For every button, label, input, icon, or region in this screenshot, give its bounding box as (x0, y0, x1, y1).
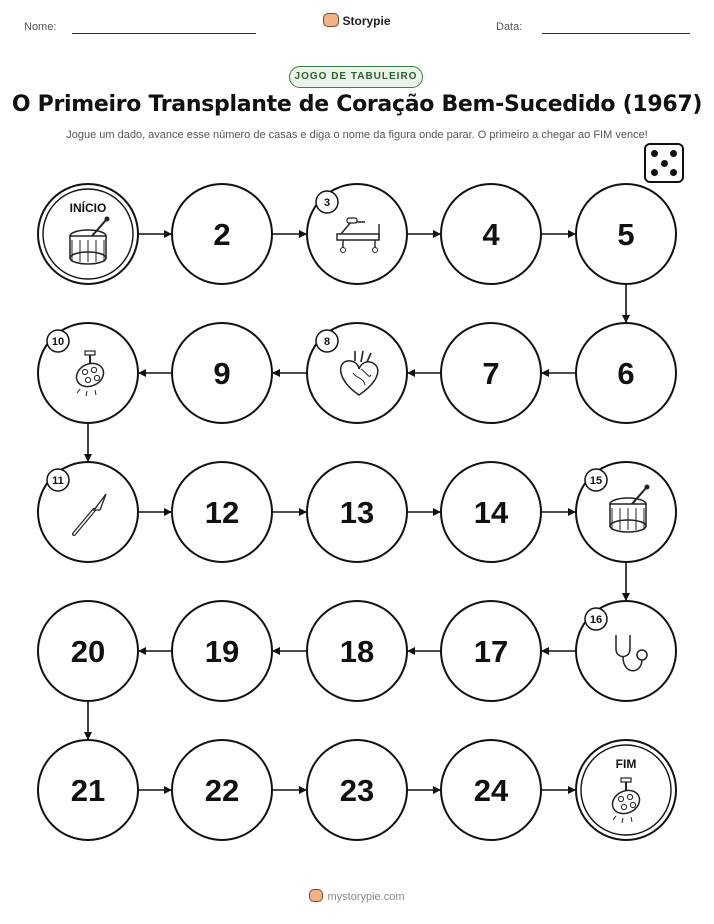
footer-url: mystorypie.com (327, 891, 405, 903)
game-type-badge: JOGO DE TABULEIRO (289, 66, 423, 88)
space-number: 22 (204, 773, 240, 808)
space-number: 2 (213, 217, 231, 252)
board-space-4 (441, 184, 541, 284)
space-number: 3 (323, 197, 331, 209)
space-number: 12 (204, 495, 240, 530)
board-space-16 (576, 601, 676, 701)
board-space-23 (307, 740, 407, 840)
board-space-12 (172, 462, 272, 562)
board-space-5 (576, 184, 676, 284)
board-space-17 (441, 601, 541, 701)
space-number: 24 (473, 773, 509, 808)
space-number: 13 (339, 495, 375, 530)
board-space-9 (172, 323, 272, 423)
space-number: 23 (339, 773, 375, 808)
board-space-13 (307, 462, 407, 562)
board-space-8 (307, 323, 407, 423)
board-space-14 (441, 462, 541, 562)
space-label: FIM (615, 757, 637, 771)
footer-bear-icon (309, 889, 323, 902)
board-space-18 (307, 601, 407, 701)
board-space-2 (172, 184, 272, 284)
board-space-3 (307, 184, 407, 284)
date-label: Data: (496, 21, 523, 33)
space-number: 4 (482, 217, 500, 252)
space-label: INÍCIO (69, 201, 107, 215)
space-number: 16 (589, 614, 603, 626)
space-number: 14 (473, 495, 509, 530)
board-space-20 (38, 601, 138, 701)
page-title: O Primeiro Transplante de Coração Bem-Sucedido (1967) (11, 92, 703, 117)
board-space-22 (172, 740, 272, 840)
board-space-24 (441, 740, 541, 840)
space-number: 6 (617, 356, 635, 391)
space-number: 18 (339, 634, 375, 669)
space-number: 10 (51, 336, 65, 348)
board-space-19 (172, 601, 272, 701)
board-space-15 (576, 462, 676, 562)
brand-name: Storypie (342, 14, 391, 28)
space-number: 9 (213, 356, 231, 391)
finish-space (576, 740, 676, 840)
board-space-6 (576, 323, 676, 423)
space-number: 8 (323, 336, 331, 348)
space-number: 17 (473, 634, 509, 669)
board-space-10 (38, 323, 138, 423)
board-space-21 (38, 740, 138, 840)
space-number: 7 (482, 356, 500, 391)
space-number: 19 (204, 634, 240, 669)
space-number: 20 (70, 634, 106, 669)
space-number: 21 (70, 773, 106, 808)
board-space-7 (441, 323, 541, 423)
instructions: Jogue um dado, avance esse número de casas e diga o nome da figura onde parar. O primeiro a chegar ao FIM vence! (66, 129, 648, 141)
space-number: 15 (589, 475, 603, 487)
board-space-11 (38, 462, 138, 562)
name-label: Nome: (24, 21, 57, 33)
space-number: 11 (52, 475, 64, 487)
start-space (38, 184, 138, 284)
space-number: 5 (617, 217, 635, 252)
footer (0, 889, 714, 903)
